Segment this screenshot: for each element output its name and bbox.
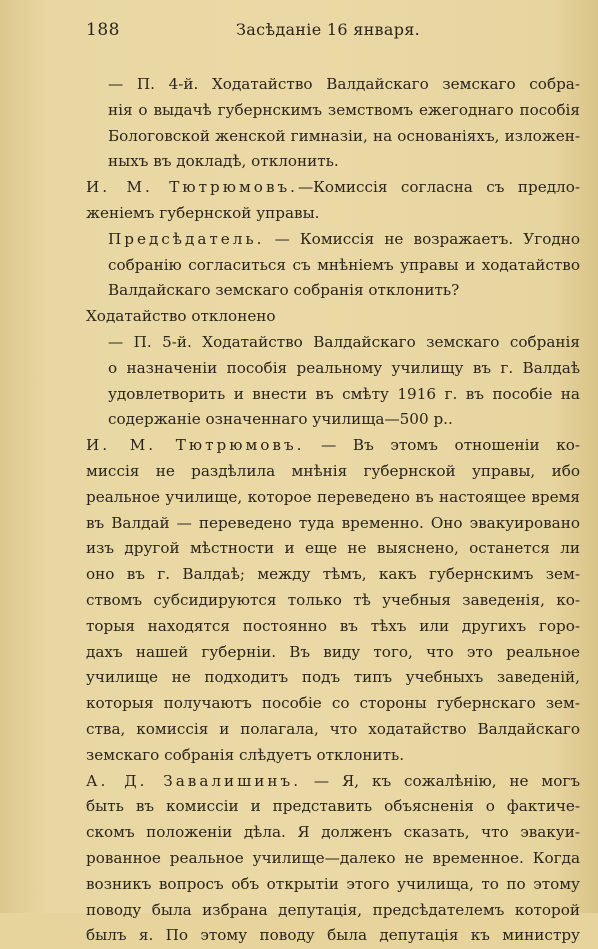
text-line: собранію согласиться съ мнѣніемъ управы и ходатайство (108, 255, 580, 274)
speech-text: — Въ этомъ отношеніи ко- (304, 436, 580, 455)
speaker-name: А. Д. Завалишинъ. (86, 771, 302, 790)
paragraph-speech-zavalishin (86, 769, 580, 949)
page-header (86, 20, 580, 44)
speaker-name: Предсѣдатель. (108, 229, 265, 248)
page-number: 188 (86, 20, 120, 40)
text-line: ныхъ въ докладѣ, отклонить. (108, 152, 339, 171)
text-line: быть въ комиссіи и представить объясненія о фактиче- (86, 797, 580, 816)
text-line: скомъ положеніи дѣла. Я долженъ сказать, что эвакуи- (86, 823, 580, 842)
text-line: торыя находятся постоянно въ тѣхъ или другихъ горо- (86, 616, 580, 635)
text-line: дахъ нашей губерніи. Въ виду того, что это реальное (86, 642, 580, 661)
text-line: Валдайскаго земскаго собранія отклонить? (108, 281, 460, 300)
speaker-name: И. М. Тютрюмовъ. (86, 436, 305, 455)
text-line: о назначеніи пособія реальному училищу въ г. Валдаѣ (108, 358, 580, 377)
text-line: въ Валдай — переведено туда временно. Оно эвакуировано (86, 513, 580, 532)
text-line: реальное училище, которое переведено въ настоящее время (86, 487, 580, 506)
text-line: нія о выдачѣ губернскимъ земствомъ ежегоднаго пособія (108, 100, 580, 119)
text-line (86, 175, 580, 201)
text-line: возникъ вопросъ объ открытіи этого училища, то по этому (86, 874, 580, 893)
speech-text: — Комиссія не возражаетъ. Угодно (264, 229, 580, 248)
paragraph-speech-chairman (86, 227, 580, 304)
text-line: былъ я. По этому поводу была депутація къ министру (86, 926, 580, 945)
paragraph-item-5 (86, 330, 580, 433)
paragraph-speech-tyutryumov-1 (86, 175, 580, 227)
text-line: содержаніе означеннаго училища—500 р.. (108, 410, 453, 429)
text-line: удовлетворить и внести въ смѣту 1916 г. въ пособіе на (108, 384, 580, 403)
speaker-name: И. М. Тютрюмовъ. (86, 178, 298, 197)
text-line (86, 769, 580, 795)
text-line: Ходатайство отклонено (86, 307, 276, 326)
text-line: женіемъ губернской управы. (86, 203, 320, 222)
text-line: изъ другой мѣстности и еще не выяснено, останется ли (86, 539, 580, 558)
text-line: училище не подходитъ подъ типъ учебныхъ заведеній, (86, 668, 580, 687)
paragraph-resolution (86, 304, 580, 330)
text-line: оно въ г. Валдаѣ; между тѣмъ, какъ губернскимъ зем- (86, 565, 580, 584)
text-line: — П. 4-й. Ходатайство Валдайскаго земскаго собра- (108, 75, 580, 93)
text-line: миссія не раздѣлила мнѣнія губернской управы, ибо (86, 461, 580, 480)
speech-text: —Комиссія согласна съ предло- (297, 178, 580, 197)
running-title: Засѣданіе 16 января. (236, 20, 421, 39)
paragraph-speech-tyutryumov-2 (86, 433, 580, 768)
body-text (86, 72, 580, 949)
text-line: которыя получаютъ пособіе со стороны губернскаго зем- (86, 694, 580, 713)
text-line: поводу была избрана депутація, предсѣдателемъ которой (86, 900, 580, 919)
text-line (86, 227, 580, 253)
text-line: Бологовской женской гимназіи, на основаніяхъ, изложен- (108, 126, 580, 145)
paragraph-item-4 (86, 72, 580, 175)
text-line: ства, комиссія и полагала, что ходатайство Валдайскаго (86, 719, 580, 738)
speech-text: — Я, къ сожалѣнію, не могъ (301, 771, 580, 790)
text-line: рованное реальное училище—далеко не временное. Когда (86, 848, 580, 867)
text-line: земскаго собранія слѣдуетъ отклонить. (86, 745, 405, 764)
text-line: — П. 5-й. Ходатайство Валдайскаго земскаго собранія (108, 332, 580, 351)
text-line (86, 433, 580, 459)
text-line: ствомъ субсидируются только тѣ учебныя заведенія, ко- (86, 590, 580, 609)
